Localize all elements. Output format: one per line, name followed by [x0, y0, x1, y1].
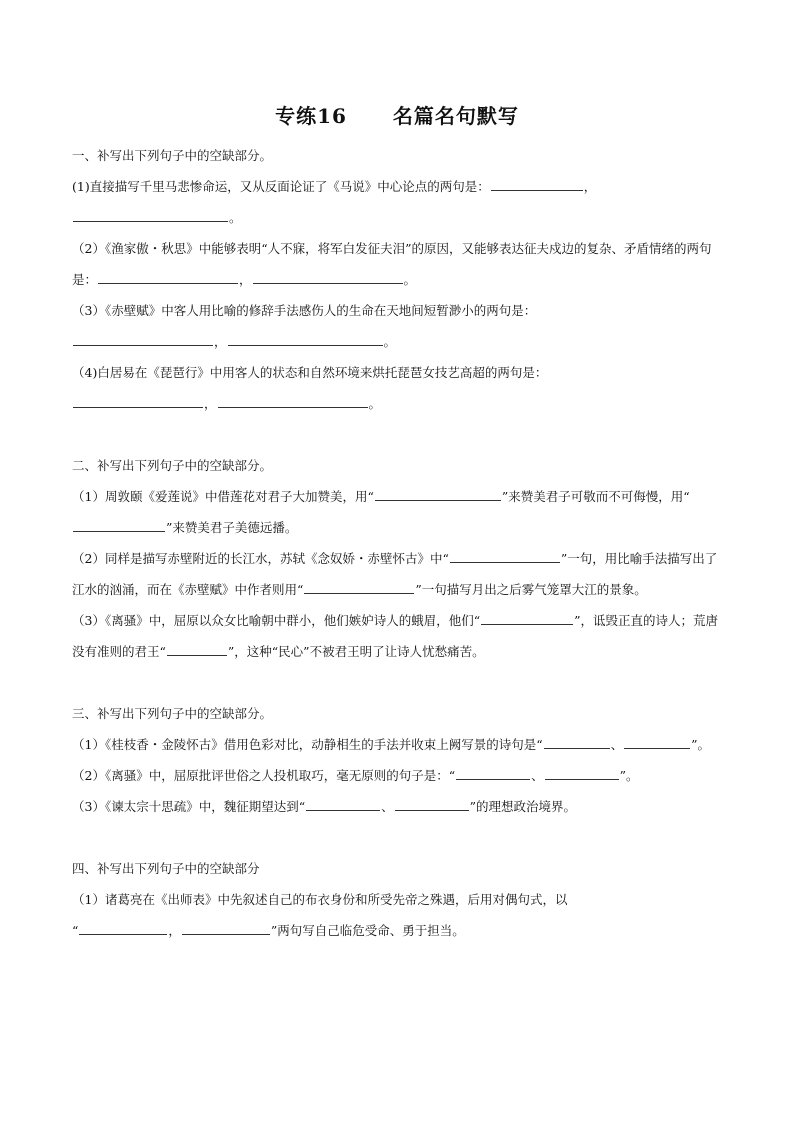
answer-blank[interactable] [79, 919, 167, 935]
answer-blank[interactable] [491, 175, 583, 191]
answer-blank[interactable] [456, 764, 530, 780]
question-item: （2）《离骚》中，屈原批评世俗之人投机取巧，毫无原则的句子是：“ 、 ”。 [72, 760, 724, 791]
question-item: (1)直接描写千里马悲惨命运，又从反面论证了《马说》中心论点的两句是： ， 。 [72, 171, 724, 233]
title-prefix: 专练16 [275, 104, 347, 128]
page-title [0, 100, 794, 129]
answer-blank[interactable] [544, 733, 610, 749]
answer-blank[interactable] [253, 268, 403, 284]
answer-blank[interactable] [182, 919, 270, 935]
question-text: （4)白居易在《琵琶行》中用客人的状态和自然环境来烘托琵琶女技艺高超的两句是： [72, 365, 548, 380]
question-item: （1）诸葛亮在《出师表》中先叙述自己的布衣身份和所受先帝之殊遇，后用对偶句式，以 “ ， ”两句写自己临危受命、勇于担当。 [72, 892, 568, 938]
answer-blank[interactable] [218, 392, 368, 408]
question-item: （2）同样是描写赤壁附近的长江水，苏轼《念奴娇・赤壁怀古》中“ ”一句，用比喻手法描写出了江水的汹涌，而在《赤壁赋》中作者则用“ ”一句描写月出之后雾气笼罩大江的景象。 [72, 543, 724, 605]
answer-blank[interactable] [167, 640, 227, 656]
answer-blank[interactable] [545, 764, 619, 780]
question-item: （2）《渔家傲・秋思》中能够表明“人不寐，将军白发征夫泪”的原因，又能够表达征夫戍边的复杂、矛盾情绪的两句是： ， 。 [72, 241, 712, 287]
question-item: （1）周敦颐《爱莲说》中借莲花对君子大加赞美，用“ ”来赞美君子可敬而不可侮慢，用“”来赞美君子美德远播。 [72, 481, 724, 543]
question-text: （2）《渔家傲・秋思》中能够表明“人不寐，将军白发征夫泪”的原因，又能够表达征夫戍边的复杂、矛盾情绪的两句是： [72, 241, 712, 287]
section-heading: 一、补写出下列句子中的空缺部分。 [72, 148, 273, 163]
section-heading: 三、补写出下列句子中的空缺部分。 [72, 706, 273, 721]
question-item: （3）《离骚》中，屈原以众女比喻朝中群小，他们嫉妒诗人的蛾眉，他们“ ”，诋毁正直的诗人；荒唐没有准则的君王“ ”，这种“民心”不被君王明了让诗人忧愁痛苦。 [72, 605, 724, 667]
answer-blank[interactable] [228, 330, 383, 346]
answer-blank[interactable] [450, 547, 560, 563]
answer-blank[interactable] [73, 516, 165, 532]
answer-blank[interactable] [306, 795, 380, 811]
answer-blank[interactable] [375, 485, 501, 501]
question-item: （1）《桂枝香・金陵怀古》借用色彩对比，动静相生的手法并收束上阙写景的诗句是“ 、 ”。 [72, 729, 724, 760]
answer-blank[interactable] [73, 206, 228, 222]
answer-blank[interactable] [481, 609, 573, 625]
section-heading: 四、补写出下列句子中的空缺部分 [72, 861, 260, 876]
answer-blank[interactable] [98, 268, 238, 284]
answer-blank[interactable] [73, 392, 203, 408]
answer-blank[interactable] [73, 330, 213, 346]
answer-blank[interactable] [624, 733, 690, 749]
question-item: （4)白居易在《琵琶行》中用客人的状态和自然环境来烘托琵琶女技艺高超的两句是： ， 。 [72, 365, 548, 411]
answer-blank[interactable] [395, 795, 469, 811]
title-main: 名篇名句默写 [392, 104, 519, 128]
question-item: （3）《赤壁赋》中客人用比喻的修辞手法感伤人的生命在天地间短暂渺小的两句是： ， 。 [72, 303, 537, 349]
question-text: (1)直接描写千里马悲惨命运，又从反面论证了《马说》中心论点的两句是： [72, 179, 490, 194]
worksheet-body [72, 140, 724, 946]
question-text: （3）《赤壁赋》中客人用比喻的修辞手法感伤人的生命在天地间短暂渺小的两句是： [72, 303, 537, 318]
question-item: （3）《谏太宗十思疏》中，魏征期望达到“ 、 ”的理想政治境界。 [72, 791, 724, 822]
section-heading: 二、补写出下列句子中的空缺部分。 [72, 458, 273, 473]
answer-blank[interactable] [304, 578, 414, 594]
